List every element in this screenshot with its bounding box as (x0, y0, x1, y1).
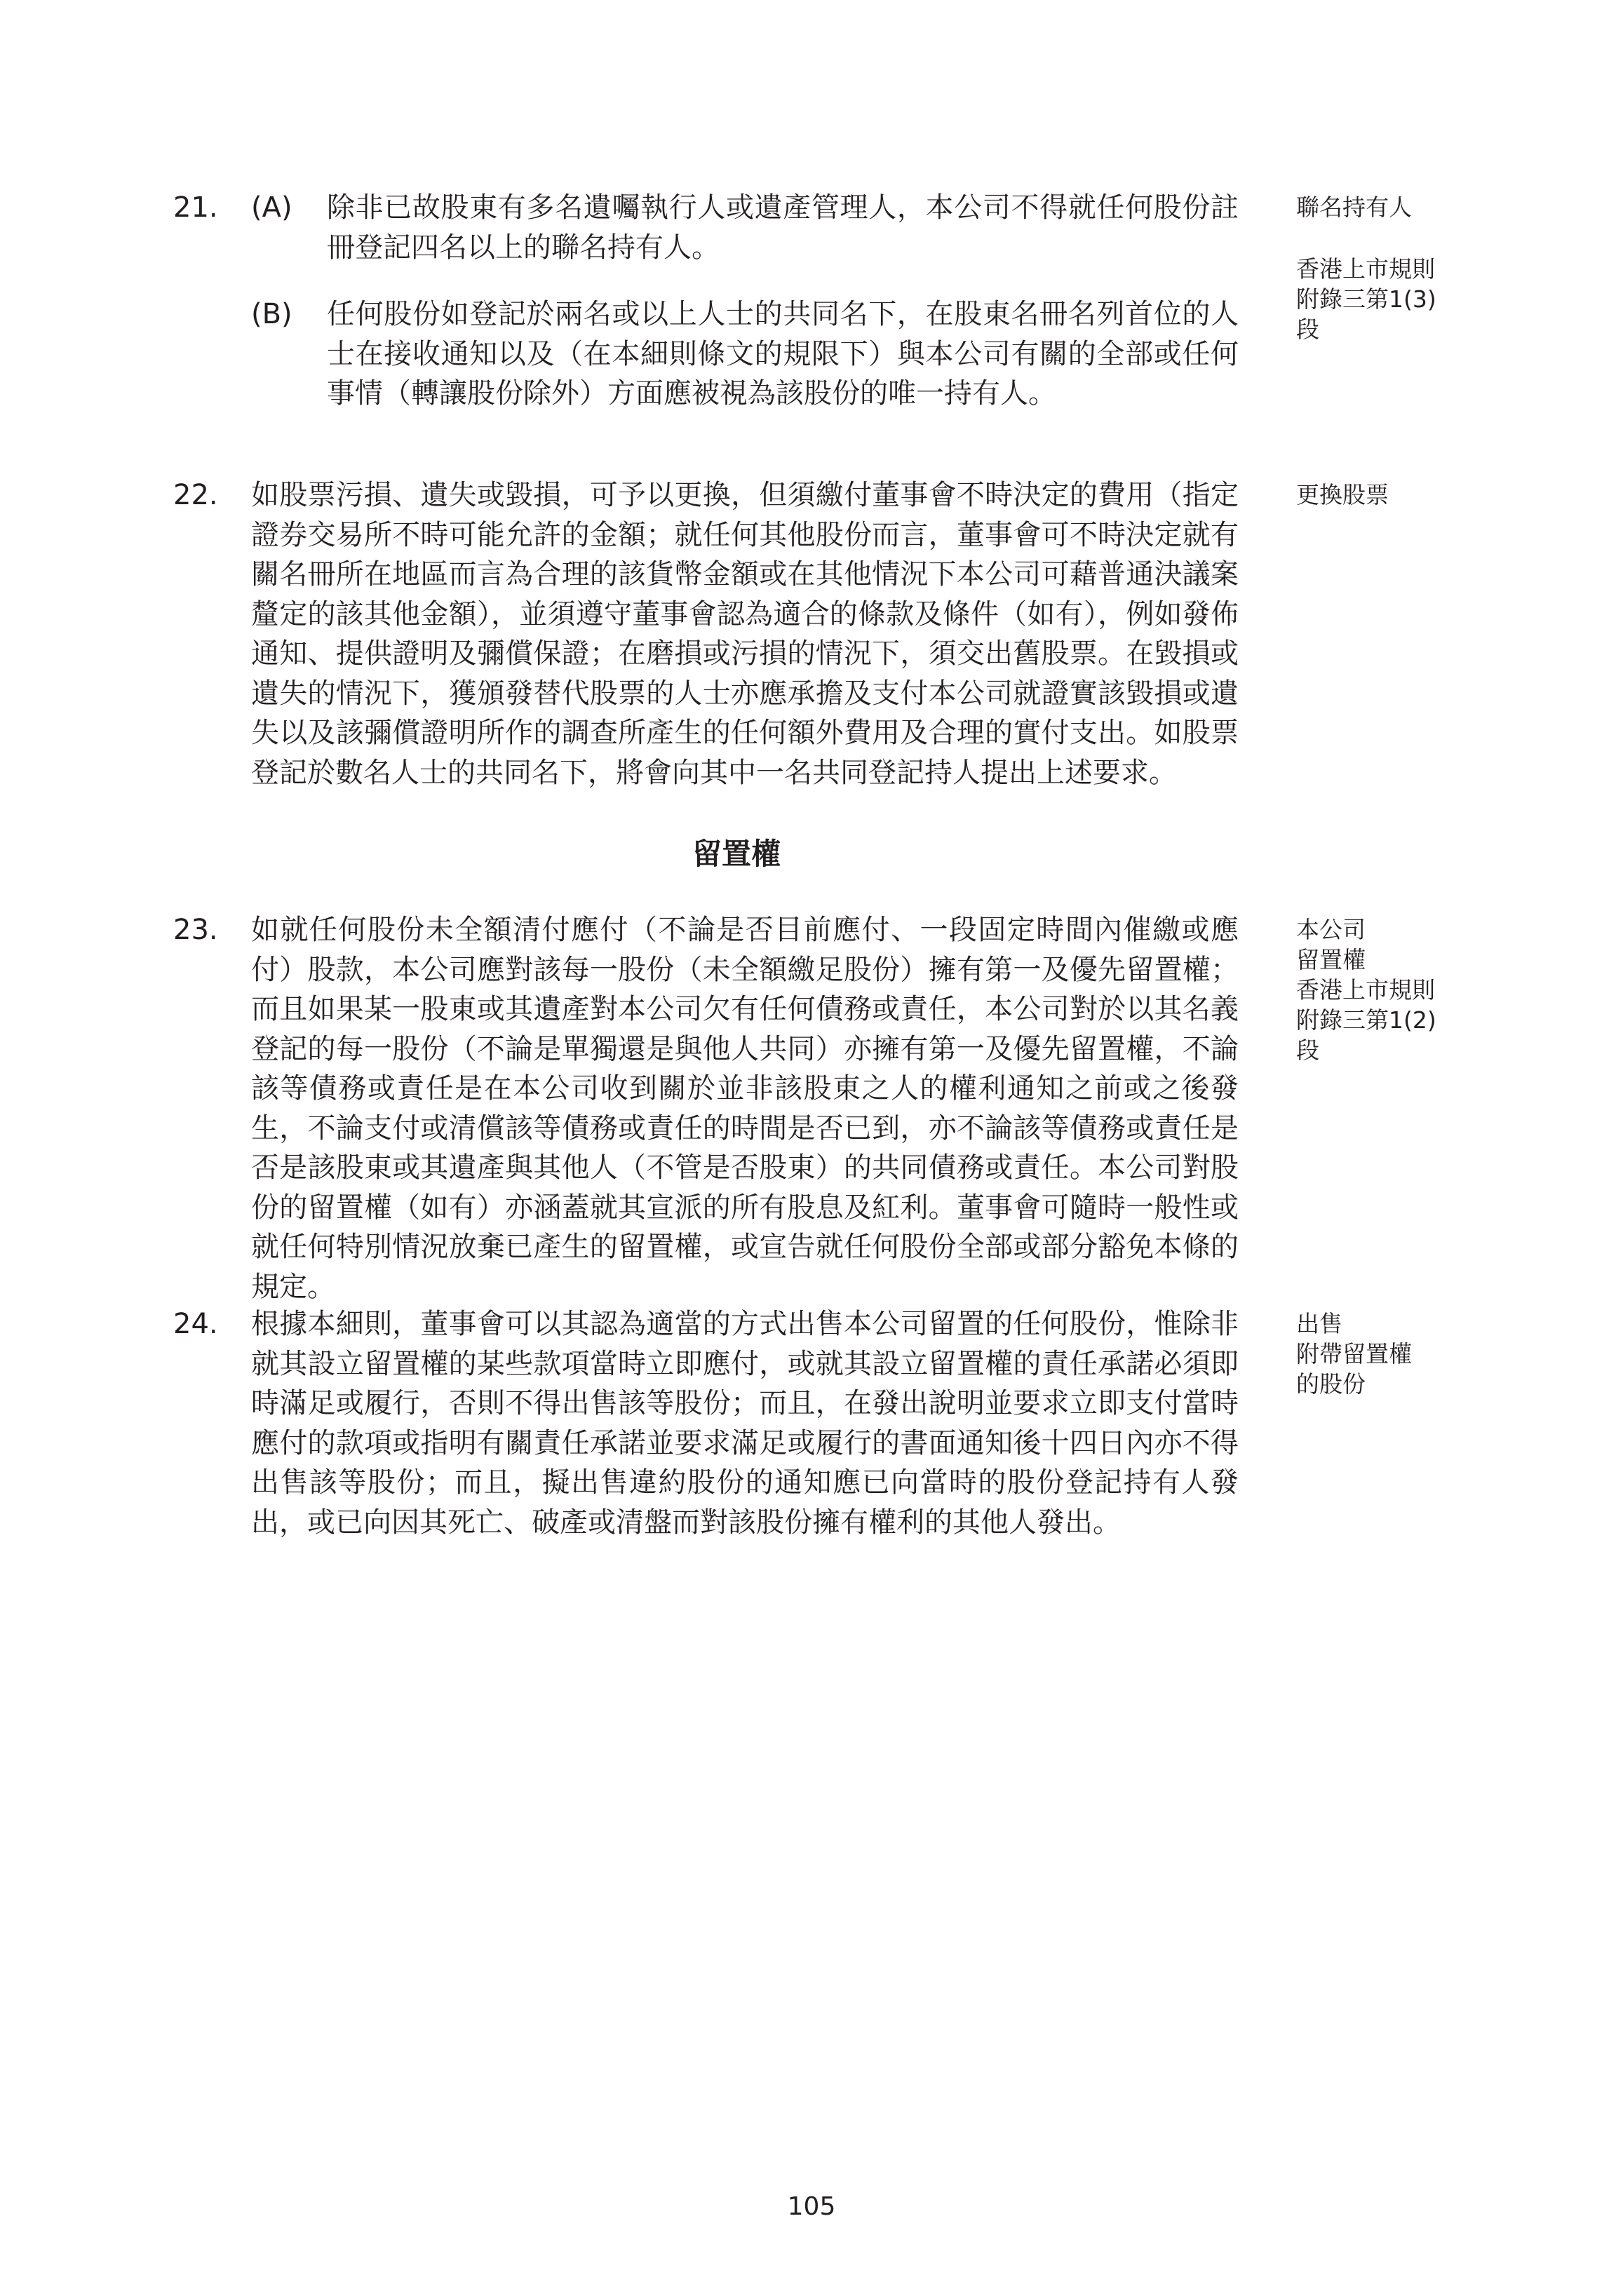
clause-22-number: 22. (173, 479, 218, 511)
clause-24-number: 24. (173, 1308, 218, 1340)
clause-21b-label: (B) (251, 298, 292, 330)
margin-note-replacement: 更換股票 (1296, 481, 1389, 508)
clause-21a-text: 除非已故股東有多名遺囑執行人或遺產管理人，本公司不得就任何股份註冊登記四名以上的聯名持有人。 (327, 191, 1239, 264)
page-number: 105 (787, 2192, 836, 2221)
margin-note-listing-rules-1-3: 香港上市規則 附錄三第1(3) 段 (1296, 255, 1436, 343)
clause-24-text: 根據本細則，董事會可以其認為適當的方式出售本公司留置的任何股份，惟除非就其設立留置權的某些款項當時立即應付，或就其設立留置權的責任承諾必須即時滿足或履行，否則不得出售該等股份；而且，在發出說明並要求立即支付當時應付的款項或指明有關責任承諾並要求滿足或履行的書面通知後十四日內亦不得出售該等股份；而且，擬出售違約股份的通知應已向當時的股份登記持有人發出，或已向因其死亡、破產或清盤而對該股份擁有權利的其他人發出。 (251, 1308, 1239, 1539)
margin-note-sale-of-lien-shares: 出售 附帶留置權 的股份 (1296, 1310, 1412, 1398)
clause-21a-label: (A) (251, 191, 292, 224)
clause-21b-text: 任何股份如登記於兩名或以上人士的共同名下，在股東名冊名列首位的人士在接收通知以及（在本細則條文的規限下）與本公司有關的全部或任何事情（轉讓股份除外）方面應被視為該股份的唯一持有人。 (327, 298, 1239, 410)
clause-23-number: 23. (173, 914, 218, 946)
clause-23-text: 如就任何股份未全額清付應付（不論是否目前應付、一段固定時間內催繳或應付）股款，本公司應對該每一股份（未全額繳足股份）擁有第一及優先留置權；而且如果某一股東或其遺產對本公司欠有任何債務或責任，本公司對於以其名義登記的每一股份（不論是單獨還是與他人共同）亦擁有第一及優先留置權，不論該等債務或責任是在本公司收到關於並非該股東之人的權利通知之前或之後發生，不論支付或清償該等債務或責任的時間是否已到，亦不論該等債務或責任是否是該股東或其遺產與其他人（不管是否股東）的共同債務或責任。本公司對股份的留置權（如有）亦涵蓋就其宣派的所有股息及紅利。董事會可隨時一般性或就任何特別情況放棄已產生的留置權，或宣告就任何股份全部或部分豁免本條的規定。 (251, 914, 1239, 1303)
clause-22-text: 如股票污損、遺失或毀損，可予以更換，但須繳付董事會不時決定的費用（指定證券交易所不時可能允許的金額；就任何其他股份而言，董事會可不時決定就有關名冊所在地區而言為合理的該貨幣金額或在其他情況下本公司可藉普通決議案釐定的該其他金額），並須遵守董事會認為適合的條款及條件（如有），例如發佈通知、提供證明及彌償保證；在磨損或污損的情況下，須交出舊股票。在毀損或遺失的情況下，獲頒發替代股票的人士亦應承擔及支付本公司就證實該毀損或遺失以及該彌償證明所作的調查所產生的任何額外費用及合理的實付支出。如股票登記於數名人士的共同名下，將會向其中一名共同登記持人提出上述要求。 (251, 479, 1239, 789)
section-heading-lien: 留置權 (692, 837, 781, 871)
clause-21-number: 21. (173, 191, 218, 224)
margin-note-joint-holders: 聯名持有人 (1296, 194, 1412, 221)
margin-note-company-lien: 本公司 留置權 香港上市規則 附錄三第1(2) 段 (1296, 916, 1436, 1064)
